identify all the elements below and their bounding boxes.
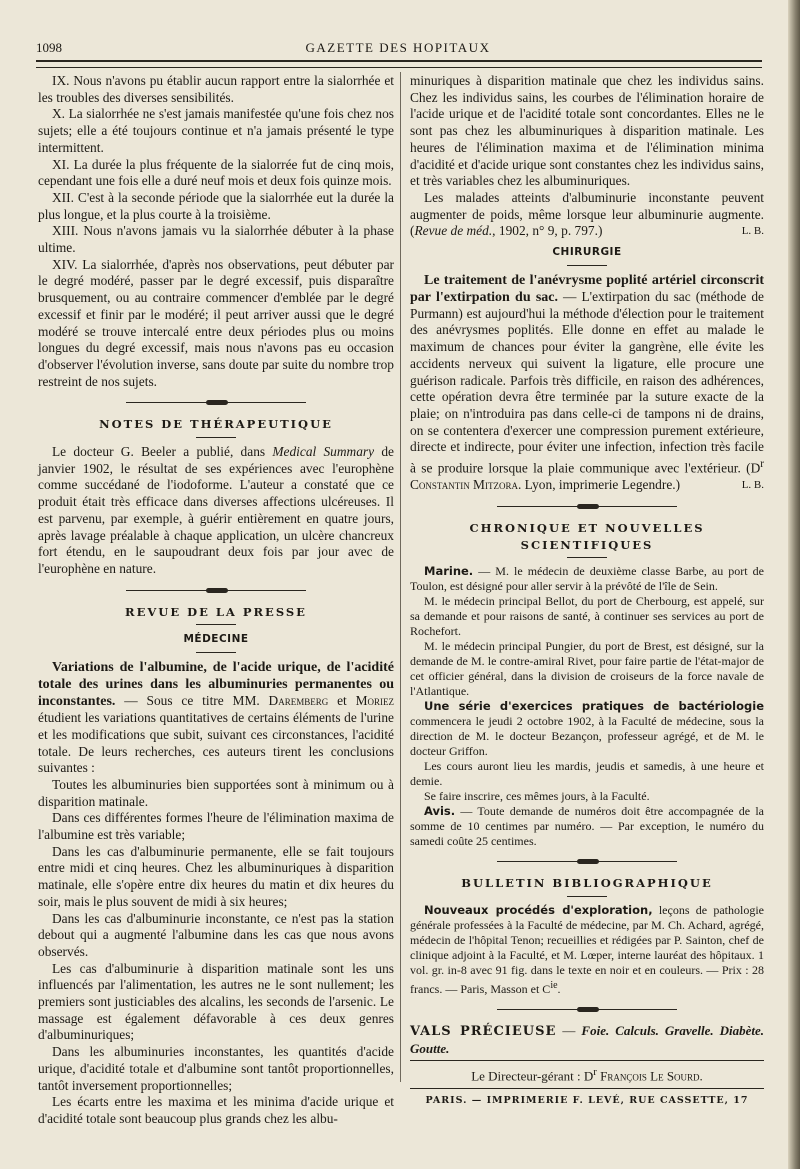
vals-name: VALS PRÉCIEUSE [410, 1024, 557, 1040]
article-end-paragraph [410, 190, 764, 240]
cont2-ref: , 1902, n° 9, p. 797.) [492, 223, 603, 239]
paragraph-ix: IX. Nous n'avons pu établir aucun rapport entre la sialorrhée et les troubles des diverses sensibilités. [38, 73, 394, 105]
initials-lb: L. B. [741, 225, 764, 238]
left-column [38, 73, 394, 1128]
conclusion-2: Dans ces différentes formes l'heure de l'élimination maxima de l'albumine est très variable; [38, 810, 394, 843]
notes-journal-name: Medical Summary [272, 444, 375, 460]
section-title-notes: NOTES DE THÉRAPEUTIQUE [99, 417, 333, 432]
ornament-divider [126, 398, 306, 408]
article-anevrysme [410, 272, 764, 494]
short-rule [567, 265, 607, 266]
short-rule [567, 557, 607, 558]
biblio-label: Nouveaux procédés d'exploration, [424, 903, 653, 918]
section-title-revue: REVUE DE LA PRESSE [125, 604, 307, 619]
marine-label: Marine. [424, 564, 474, 579]
initials-lb: L. B. [741, 479, 764, 492]
section-title-bulletin: BULLETIN BIBLIOGRAPHIQUE [461, 876, 713, 891]
article-anevrysme-text: — L'extirpation du sac (méthode de Purmann) est aujourd'hui la méthode d'élection pour le traitement des anévrysmes poplités. Elle donne en effet au malade le maximum de chances pour éviter la gangrène, elle évite les accidents nerveux qui suivent la ligature, elle procure une guérison radicale. Parfois très difficile, en raison des adhérences, cette opération devra être terminée par la suture exacte de la plaie; on n'introduira pas dans celle-ci de tampons ni de drains, on se contentera d'exercer une compression purement extérieure, directe et indirecte, pour éviter une infection, infection très facile à se produire lorsque la plaie communique avec l'extérieur. (D [410, 288, 764, 476]
bacteriologie-text: commencera le jeudi 2 octobre 1902, à la Faculté de médecine, sous la direction de M. le docteur Bezançon, professeur agrégé, et de M. le docteur Griffon. [410, 714, 764, 759]
vals-advert [410, 1023, 764, 1057]
section-title-chronique: CHRONIQUE ET NOUVELLES SCIENTIFIQUES [469, 520, 705, 552]
marine-text-1: — M. le médecin de deuxième classe Barbe, au port de Toulon, est désigné pour aller servir à la prévôté de l'île de Sein. [410, 564, 764, 594]
notes-paragraph [38, 444, 394, 578]
bacteriologie-item [410, 699, 764, 759]
marine-item-2: M. le médecin principal Bellot, du port de Cherbourg, est appelé, sur sa demande et pour raisons de santé, à continuer ses services au port de Rochefort. [410, 594, 764, 639]
biblio-text: leçons de pathologie générale professées à la Faculté de médecine, par M. Ch. Achard, agrégé, médecin de l'hôpital Tenon; recueillies et rédigées par P. Sainton, chef de clinique adjoint à la Faculté, et M. Lœper, interne lauréat des hôpitaux. 1 vol. gr. in-8 avec 91 fig. dans le texte en noir et en couleurs. — Prix : 28 francs. — Paris, Masson et C [410, 903, 764, 997]
vals-dash: — [556, 1023, 582, 1039]
article-albumine [38, 659, 394, 777]
page-header [36, 38, 760, 58]
short-rule [196, 652, 236, 653]
article-intro-a: — Sous ce titre MM. [115, 693, 269, 709]
paragraph-x: X. La sialorrhée ne s'est jamais manifestée qu'une fois chez nos sujets; elle a été toujours continue et n'a jamais présenté le type intermittent. [38, 106, 394, 155]
signature-rule [410, 1088, 764, 1089]
conclusion-4: Dans les cas d'albuminurie inconstante, ce n'est pas la station debout qui a augmenté l'albumine dans les cas que nous avons observés. [38, 910, 394, 959]
short-rule [196, 437, 236, 438]
article-headline: Variations de l'albumine, de l'acide urique, de l'acidité totale des urines dans les albuminuries permanentes ou inconstantes. [38, 660, 394, 710]
journal-title: GAZETTE DES HOPITAUX [305, 40, 491, 55]
subsection-chirurgie: CHIRURGIE [552, 246, 622, 259]
director-signature [410, 1064, 764, 1085]
column-divider [400, 72, 401, 1082]
article-intro-b: étudient les variations quantitatives de certains éléments de l'urine et les modifications que subit, suivant ces circonstances, l'acidité totale. De leurs recherches, ces auteurs tirent les conclusions suivantes : [38, 710, 394, 776]
paragraph-xiii: XIII. Nous n'avons jamais vu la sialorrhée débuter à la phase ultime. [38, 223, 394, 256]
page-number: 1098 [36, 40, 62, 55]
biblio-end: . [557, 982, 561, 997]
director-name: François Le Sourd. [596, 1068, 703, 1084]
avis-item [410, 804, 764, 849]
ornament-divider [126, 586, 306, 596]
article-continuation: minuriques à disparition matinale que chez les individus sains. Chez les individus sains, les courbes de l'élimination horaire de l'acide urique et de l'acidité totale sont concordantes. Elles ne le sont pas chez les albuminuriques à disparition matinale. Les heures de l'élimination maxima et de l'élimination minima d'acidité et d'acide urique sont constantes chez les individus sains, et très variables chez les albuminuriques. [410, 73, 764, 189]
short-rule [196, 624, 236, 625]
article-and: et [328, 693, 356, 709]
ornament-divider [497, 857, 677, 867]
author-moriez: Moriez [355, 693, 394, 709]
conclusion-7: Les écarts entre les maxima et les minima d'acide urique et d'acidité totale sont beaucoup plus grands chez les albu- [38, 1094, 394, 1126]
article-headline-anevrysme: Le traitement de l'anévrysme poplité artériel circonscrit par l'extirpation du sac. [410, 272, 764, 305]
subsection-medecine: MÉDECINE [183, 633, 249, 646]
paragraph-xii: XII. C'est à la seconde période que la sialorrhée eut la durée la plus longue, et la plus courte à la troisième. [38, 189, 394, 222]
notes-text-a: Le docteur G. Beeler a publié, dans [52, 444, 273, 460]
cont2-text: Les malades atteints d'albuminurie inconstante peuvent augmenter de poids, même lorsque leur albuminurie augmente. ( [410, 189, 764, 239]
avis-label: Avis. [424, 804, 456, 819]
conclusion-1: Toutes les albuminuries bien supportées sont à minimum ou à disparition matinale. [38, 776, 394, 809]
marine-item [410, 564, 764, 594]
conclusion-3: Dans les cas d'albuminurie permanente, elle se fait toujours entre midi et cinq heures. Chez les albuminuriques à disparition matinale, elle s'opère entre dix heures du matin et dix heures du soir, mais le plus souvent de midi à six heures; [38, 843, 394, 909]
paragraph-xi: XI. La durée la plus fréquente de la sialorrée fut de cinq mois, cependant une fois elle a duré neuf mois et deux fois quinze mois. [38, 156, 394, 189]
right-column [410, 73, 764, 1110]
sup-r: r [760, 458, 764, 471]
page-spine [788, 0, 800, 1169]
ornament-divider [497, 1005, 677, 1015]
header-rule [36, 60, 762, 68]
sup-ie: ie [550, 980, 558, 992]
conclusion-5: Les cas d'albuminurie à disparition matinale sont les uns influencés par l'alimentation, les autres ne le sont nullement; les premiers sont justiciables des alcalins, les seconds de l'arsenic. Le massage est également défavorable à ces deux genres d'albuminuriques; [38, 960, 394, 1043]
bacteriologie-label: Une série d'exercices pratiques de bactériologie [424, 699, 764, 714]
paragraph-xiv: XIV. La sialorrhée, d'après nos observations, peut débuter par le degré modéré, passer par le degré excessif, puis disparaître brusquement, ou au contraire commencer d'emblée par le degré excessif et finir par le modéré; il peut arriver aussi que le degré modéré se trouve intercalé entre deux périodes plus ou moins longues du degré excessif, mais nous n'avons pas eu occasion d'observer l'évolution inverse, sans doute par suite du nombre trop restreint de nos sujets. [38, 256, 394, 389]
ornament-divider [497, 502, 677, 512]
sup-r: r [593, 1066, 597, 1079]
conclusion-6: Dans les albuminuries inconstantes, les quantités d'acide urique, d'acidité totale et d'albumine sont tantôt proportionnelles, tantôt inversement proportionnelles; [38, 1044, 394, 1093]
marine-item-3: M. le médecin principal Pungier, du port de Brest, est désigné, sur la demande de M. le contre-amiral Rivet, pour faire partie de l'état-major de cet officier général, dans la division de croiseurs de la force navale de l'Atlantique. [410, 639, 764, 699]
bacteriologie-inscription: Se faire inscrire, ces mêmes jours, à la Faculté. [424, 789, 650, 804]
source-revue-de-med: Revue de méd. [414, 223, 493, 239]
bacteriologie-schedule: Les cours auront lieu les mardis, jeudis et samedis, à une heure et demie. [410, 759, 764, 789]
author-mitzora: Constantin Mitzora [410, 477, 518, 493]
director-label: Le Directeur-gérant : D [471, 1068, 594, 1084]
notes-text-b: de janvier 1902, le résultat de ses expériences avec l'europhène comme succédané de l'iodoforme. L'auteur a constaté que ce produit était très efficace dans diverses affections ulcéreuses. Il est parvenu, par exemple, à guérir entièrement en quatre jours, après lavage préalable à chaque application, un ulcère chancreux fort étendu, en le saupoudrant deux fois par jour avec de l'europhène en nature. [38, 444, 394, 576]
printer-imprint: PARIS. — IMPRIMERIE F. LEVÉ, RUE CASSETTE, 17 [425, 1095, 749, 1107]
author-daremberg: Daremberg [268, 693, 329, 709]
vals-indications: Foie. Calculs. Gravelle. Diabète. Goutte. [410, 1023, 765, 1056]
short-rule [567, 896, 607, 897]
biblio-item [410, 903, 764, 997]
article-anevrysme-end: . Lyon, imprimerie Legendre.) [517, 477, 681, 493]
avis-text: — Toute demande de numéros doit être accompagnée de la somme de 10 centimes par numéro. — Par exception, le numéro du samedi coûte 25 centimes. [410, 804, 764, 849]
signature-rule [410, 1060, 764, 1061]
